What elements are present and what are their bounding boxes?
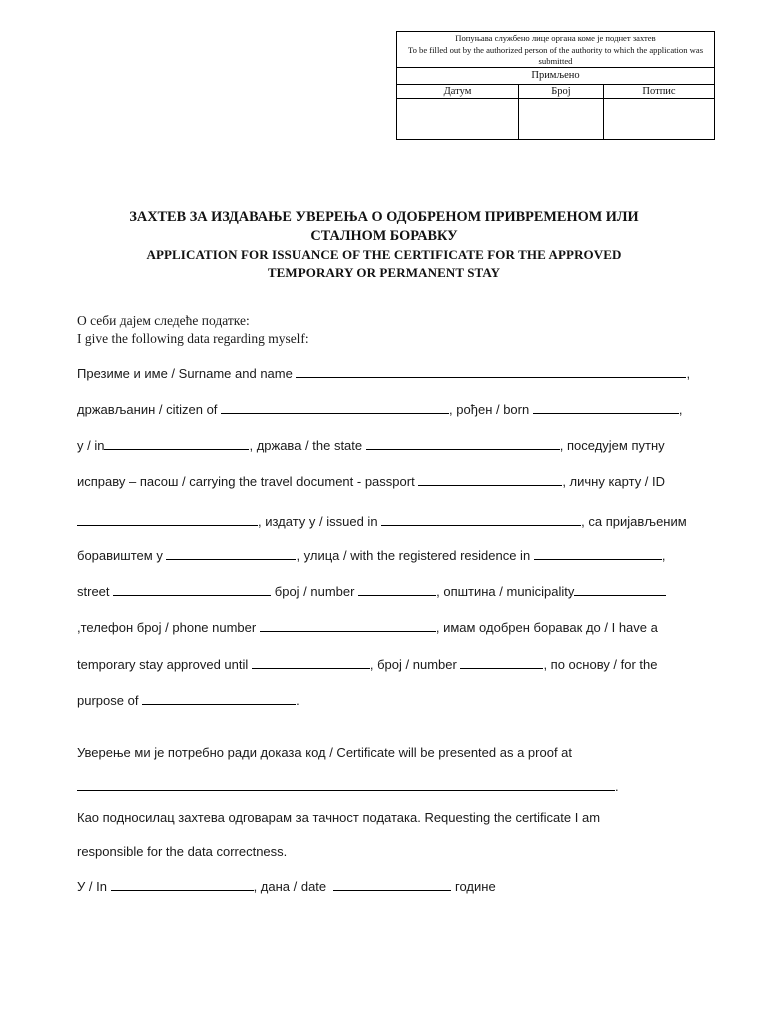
row-purpose — [77, 691, 300, 711]
row-citizen — [77, 400, 682, 420]
row-surname — [77, 364, 690, 384]
official-use-note-sr: Попуњава службено лице органа коме је поднет захтев — [455, 33, 656, 43]
row-place-date — [77, 877, 496, 897]
purpose-label: purpose of — [77, 693, 139, 708]
passport-field[interactable] — [418, 473, 562, 486]
temp-stay-field[interactable] — [252, 656, 370, 669]
official-use-box — [396, 31, 715, 140]
signature-column — [604, 85, 714, 140]
born-field[interactable] — [533, 401, 679, 414]
phone-field[interactable] — [260, 619, 436, 632]
born-label: , рођен / born — [449, 402, 530, 417]
street-label: street — [77, 584, 110, 599]
page-title-english — [0, 246, 768, 281]
born-comma: , — [678, 402, 683, 417]
row-issued — [77, 512, 687, 532]
phone-label: ,телефон број / phone number — [77, 620, 257, 635]
with-registered-label: , са пријављеним — [581, 514, 687, 529]
street-field[interactable] — [113, 583, 271, 596]
responsibility-line1: Као подносилац захтева одговарам за тачност података. Requesting the certificate I am — [77, 810, 601, 825]
purpose-period: . — [296, 693, 300, 708]
title-sr-line1: ЗАХТЕВ ЗА ИЗДАВАЊЕ УВЕРЕЊА О ОДОБРЕНОМ ПРИВРЕМЕНОМ ИЛИ — [129, 209, 639, 225]
own-travel-label: , поседујем путну — [559, 438, 665, 453]
number-column — [519, 85, 604, 140]
official-use-grid — [397, 85, 714, 140]
row-document — [77, 472, 665, 492]
title-sr-line2: СТАЛНОМ БОРАВКУ — [310, 228, 458, 244]
proof-at-field[interactable] — [77, 778, 615, 791]
street-residence-label: , улица / with the registered residence in — [296, 548, 531, 563]
page-title-serbian — [0, 208, 768, 246]
footer-place-field[interactable] — [111, 878, 254, 891]
row-temp-stay — [77, 655, 658, 675]
state-field[interactable] — [366, 437, 560, 450]
row-street — [77, 582, 666, 602]
in-label: у / in — [77, 438, 105, 453]
footer-in-label: У / In — [77, 879, 107, 894]
date-column — [397, 85, 519, 140]
official-use-note — [397, 32, 714, 68]
responsibility-line2: responsible for the data correctness. — [77, 844, 288, 859]
official-use-note-en: To be filled out by the authorized person of the authority to which the application was submitted — [407, 44, 704, 66]
residence-comma: , — [661, 548, 666, 563]
citizen-label: држављанин / citizen of — [77, 402, 218, 417]
date-header: Датум — [397, 85, 518, 99]
number-header: Број — [519, 85, 603, 99]
surname-field[interactable] — [296, 365, 686, 378]
residence-label: боравиштем у — [77, 548, 163, 563]
registered-residence-field[interactable] — [534, 547, 662, 560]
temp-stay-label: temporary stay approved until — [77, 657, 249, 672]
municipality-label: , општина / municipality — [436, 584, 575, 599]
approved-label: , имам одобрен боравак до / I have a — [435, 620, 658, 635]
id-card-label: , личну карту / ID — [562, 474, 666, 489]
intro-serbian: О себи дајем следеће податке: — [77, 313, 250, 328]
footer-date-field[interactable] — [333, 878, 451, 891]
certificate-needed: Уверење ми је потребно ради доказа код / Certificate will be presented as a proof at — [77, 745, 573, 760]
issued-field[interactable] — [381, 513, 581, 526]
row-proof — [77, 777, 619, 797]
proof-period: . — [615, 779, 619, 794]
citizen-field[interactable] — [221, 401, 449, 414]
id-card-field[interactable] — [77, 513, 258, 526]
footer-year-label: године — [455, 879, 496, 894]
signature-header: Потпис — [604, 85, 714, 99]
surname-label: Презиме и име / Surname and name — [77, 366, 293, 381]
state-label: , држава / the state — [249, 438, 363, 453]
surname-comma: , — [686, 366, 691, 381]
title-en-line2: TEMPORARY OR PERMANENT STAY — [267, 264, 501, 280]
row-residence — [77, 546, 665, 566]
residence-field[interactable] — [166, 547, 296, 560]
street-number-field[interactable] — [358, 583, 436, 596]
stay-number-field[interactable] — [460, 656, 543, 669]
number-label: број / number — [274, 584, 355, 599]
footer-date-label: , дана / date — [253, 879, 327, 894]
number2-label: , број / number — [369, 657, 457, 672]
basis-label: , по основу / for the — [543, 657, 658, 672]
purpose-field[interactable] — [142, 692, 296, 705]
document-label: исправу – пасош / carrying the travel document - passport — [77, 474, 415, 489]
received-label: Примљено — [397, 68, 714, 85]
municipality-field[interactable] — [574, 583, 666, 596]
row-place — [77, 436, 665, 456]
intro-english: I give the following data regarding myself: — [77, 331, 309, 346]
row-phone — [77, 618, 658, 638]
title-en-line1: APPLICATION FOR ISSUANCE OF THE CERTIFICATE FOR THE APPROVED — [146, 247, 622, 262]
in-field[interactable] — [104, 437, 249, 450]
issued-label: , издату у / issued in — [258, 514, 378, 529]
